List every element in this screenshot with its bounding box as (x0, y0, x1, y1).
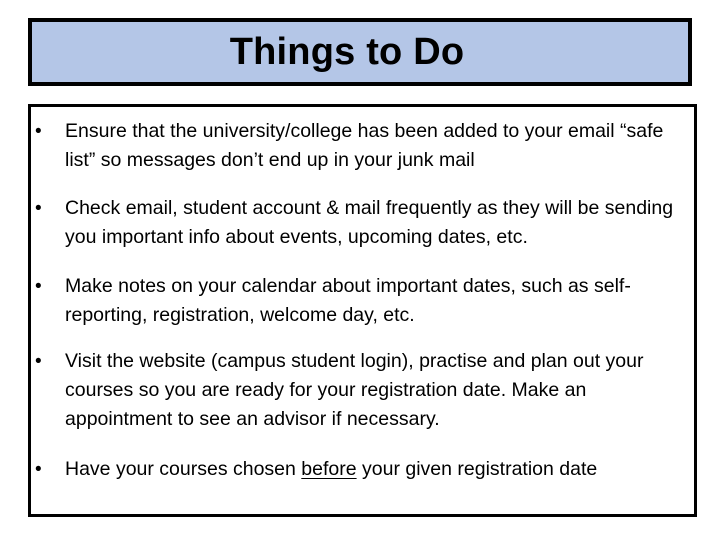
bullet-icon: • (35, 351, 42, 372)
bullet-icon: • (35, 121, 42, 142)
bullet-icon: • (35, 459, 42, 480)
list-item-text: Make notes on your calendar about important dates, such as self-reporting, registration, welcome day, etc. (65, 275, 631, 326)
title-banner (28, 18, 692, 86)
list-item-text-underlined: before (301, 458, 357, 480)
list-item-text: Check email, student account & mail frequently as they will be sending you important info about events, upcoming dates, etc. (65, 197, 674, 248)
list-item-text (65, 455, 693, 484)
list-item-text: Visit the website (campus student login), practise and plan out your courses so you are ready for your registration date. Make an appointment to see an advisor if necessary. (65, 350, 644, 430)
list-item-text-before: Have your courses chosen (65, 458, 302, 480)
bullet-icon: • (35, 276, 42, 297)
page-title: Things to Do (229, 30, 465, 73)
list-item-text: Ensure that the university/college has been added to your email “safe list” so messages don’t end up in your junk mail (65, 120, 664, 171)
list-item-text-after: your given registration date (356, 458, 598, 480)
todo-list-box (28, 104, 697, 517)
bullet-icon: • (35, 198, 42, 219)
